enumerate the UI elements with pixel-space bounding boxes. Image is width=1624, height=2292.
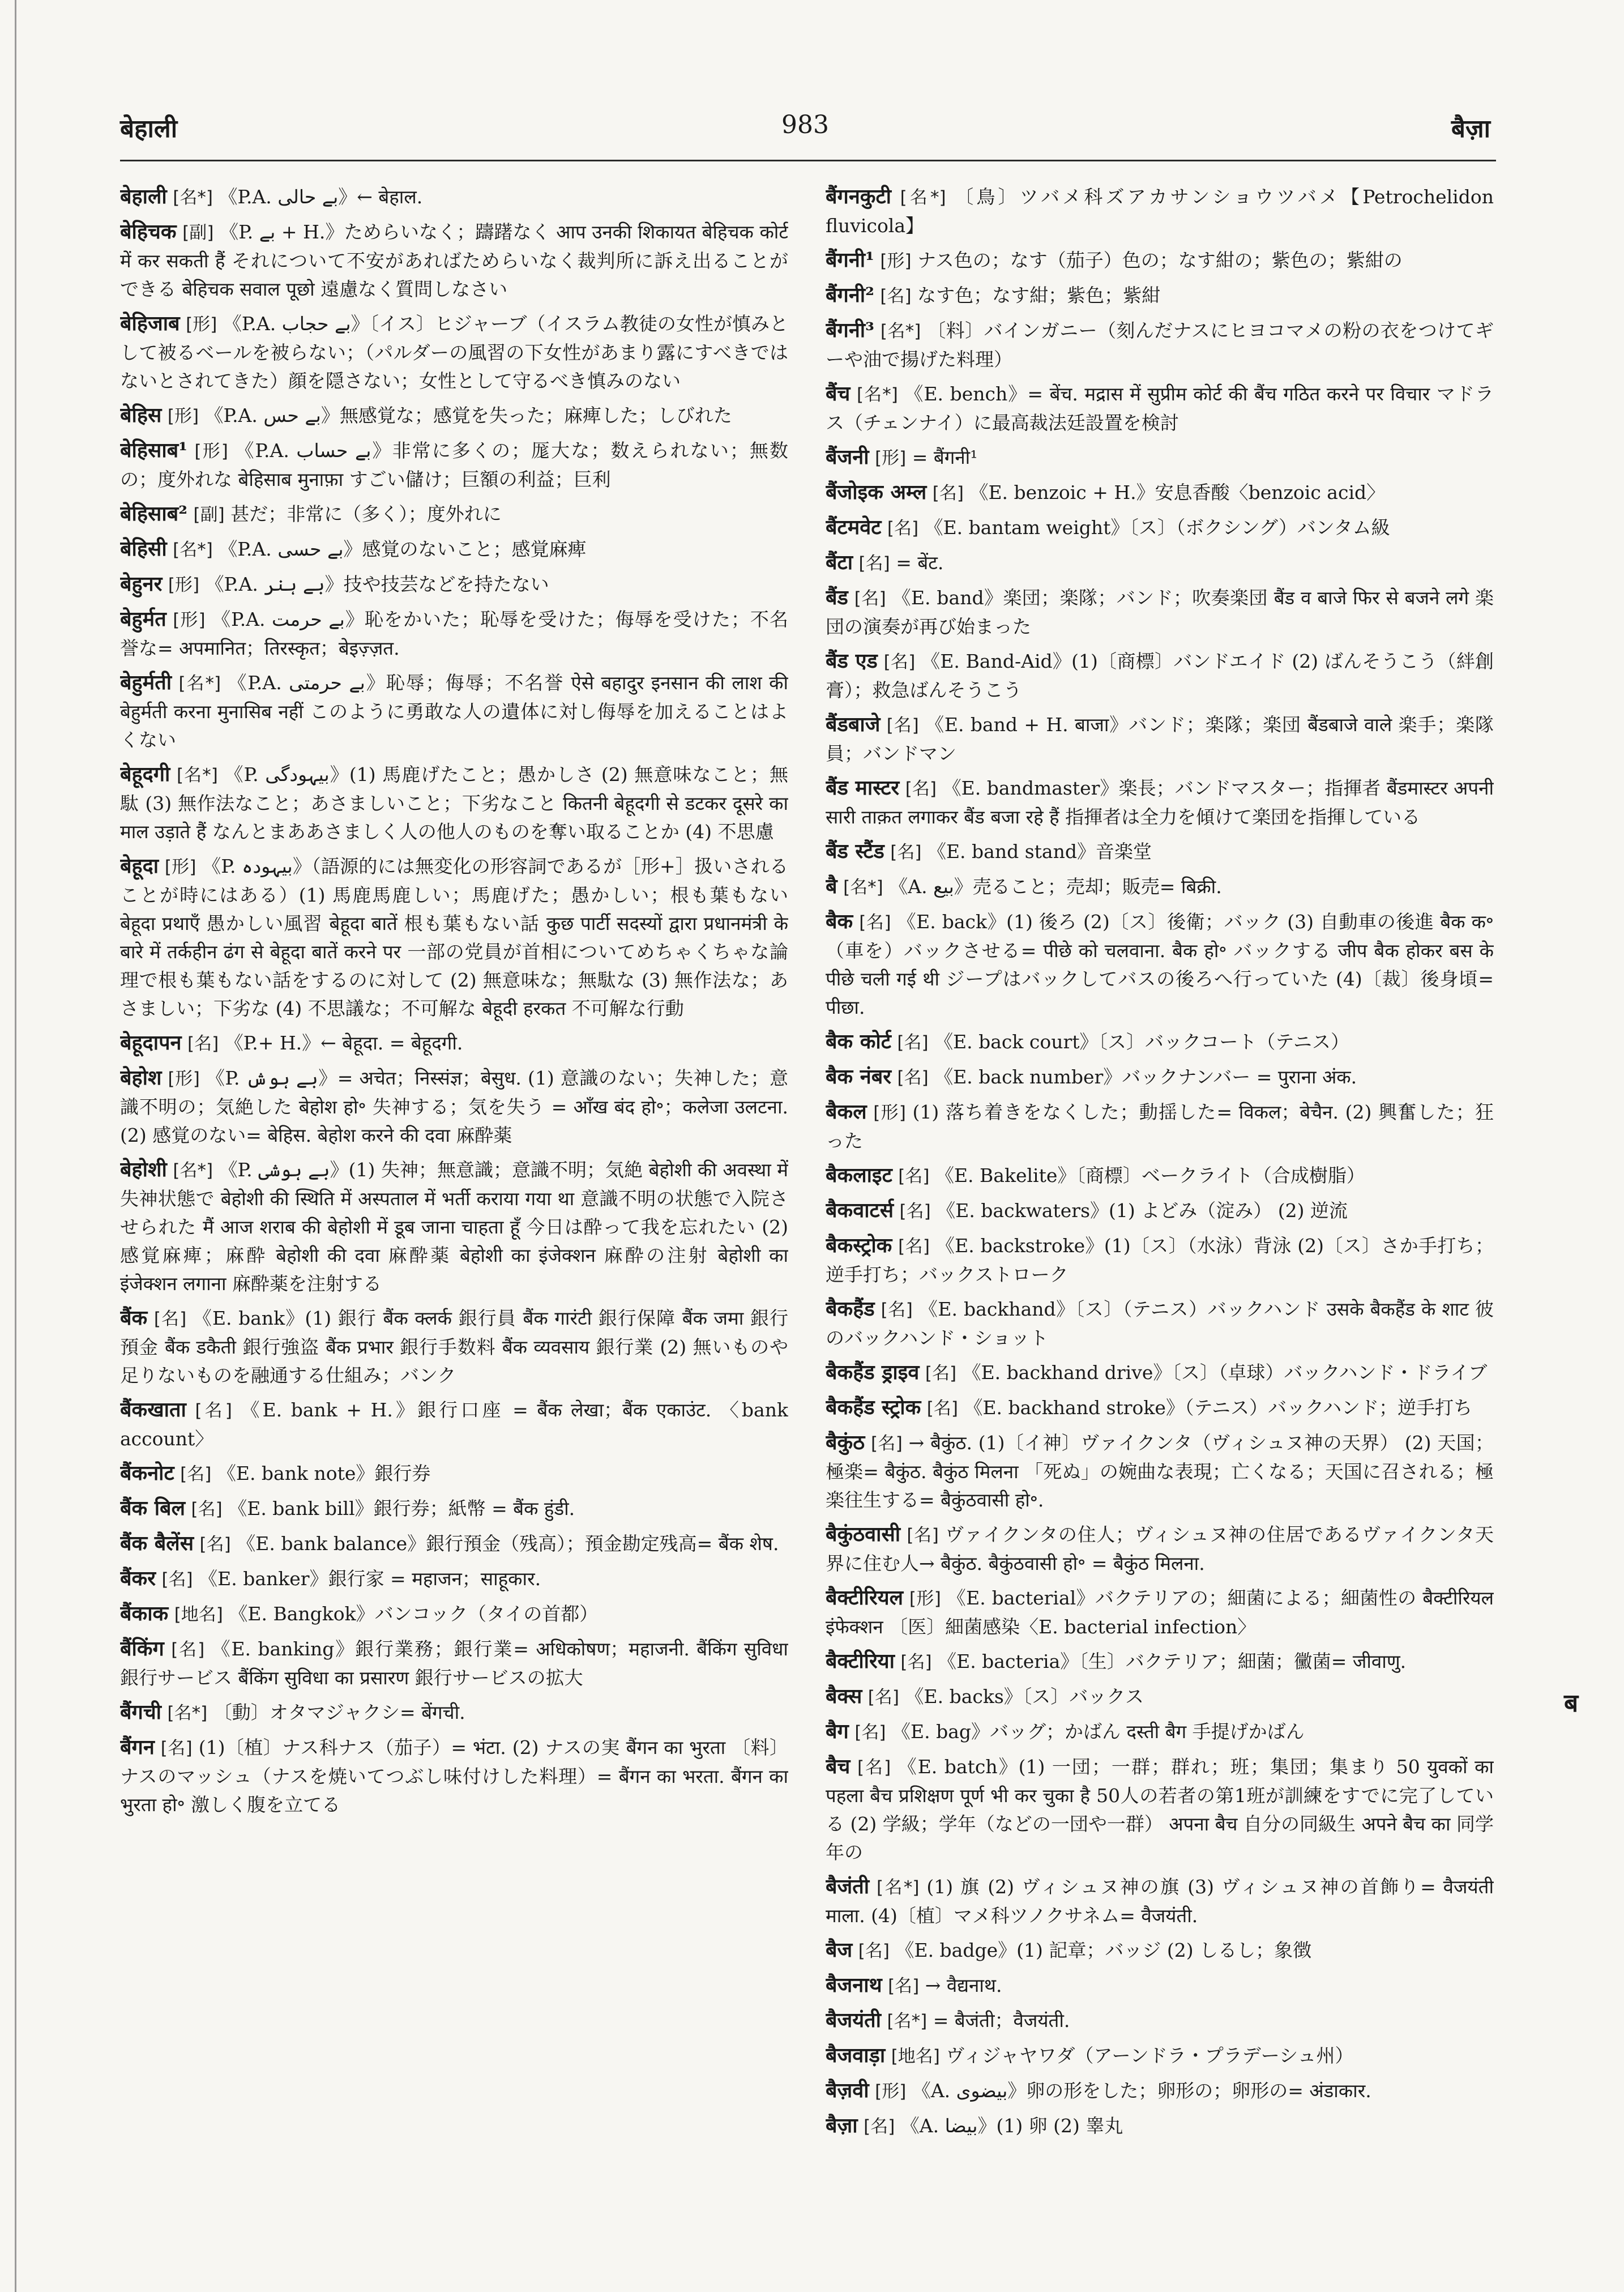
entry-grammar-label: [名] [888,1976,920,1996]
dictionary-entry [120,1304,788,1390]
entry-definition: → बैकुंठ. (1)〔イ神〕ヴァイクンタ（ヴィシュヌ神の天界） (2) 天国；極楽= बैकुंठ. बैकुंठ मिलना 「死ぬ」の婉曲な表現；亡くなる；天国に召される；極楽往生する= बैकुंठवासी हो॰. [826,1432,1494,1511]
entry-definition: 甚だ；非常に（多く）；度外れに [230,503,502,525]
entry-definition: 〔料〕バインガニー（刻んだナスにヒヨコマメの粉の衣をつけてギーや油で揚げた料理） [826,319,1494,370]
entry-grammar-label: [名*] [173,1160,213,1181]
entry-grammar-label: [形] [875,448,907,468]
entry-definition: 《E. batch》(1) 一団；一群；群れ；班；集団；集まり 50 युवकों का पहला बैच प्रशिक्षण पूर्ण भी कर चुका है 50人の若者の第1班が訓練をすでに完了している (2) 学級；学年（などの一団や一群） अपना बैच 自分の同級生 अपने बैच का 同学年の [826,1756,1494,1863]
entry-headword: बैकुंठ [826,1431,865,1454]
entry-grammar-label: [形] [875,2081,907,2102]
dictionary-entry [826,1520,1494,1578]
dictionary-entry [120,436,788,494]
entry-headword: बैंड [826,586,848,609]
entry-grammar-label: [名] [180,1464,212,1484]
entry-headword: बैक कोर्ट [826,1030,891,1053]
dictionary-entry [120,500,788,529]
dictionary-entry [826,1358,1494,1388]
dictionary-entry [826,1393,1494,1423]
entry-definition: 《E. bank note》銀行券 [217,1462,431,1484]
entry-headword: बैग [826,1719,849,1743]
entry-headword: बैंकर [120,1567,156,1590]
entry-grammar-label: [副] [193,505,225,525]
page-number: 983 [781,110,829,139]
entry-headword: बैंक [120,1306,148,1330]
entry-definition: 《P.A. بے حسی》感覚のないこと；感覚麻痺 [219,538,587,560]
entry-headword: बेहिसी [120,537,167,561]
dictionary-entry [826,2076,1494,2106]
entry-definition: 《E. bank + H.》銀行口座 = बैंक लेखा；बैंक एकाउंट. 〈bank account〉 [120,1399,788,1450]
header-rule [120,160,1496,161]
entry-headword: बैकहैंड [826,1297,875,1321]
left-column [120,182,788,2255]
entry-definition: 《E. backwaters》(1) よどみ（淀み） (2) 逆流 [937,1200,1348,1222]
entry-grammar-label: [名] [171,1640,205,1660]
entry-grammar-label: [名*] [887,2011,928,2031]
entry-headword: बैंटमवेट [826,515,882,539]
entry-definition: ヴァイクンタの住人；ヴィシュヌ神の住居であるヴァイクンタ天界に住む人→ बैकुंठ. बैकुंठवासी हो॰ = बैकुंठ मिलना. [826,1523,1494,1574]
entry-headword: बैंटा [826,550,853,574]
entry-grammar-label: [名] [890,842,922,863]
dictionary-entry [120,309,788,395]
entry-headword: बैकल [826,1100,867,1124]
dictionary-entry [120,1698,788,1727]
dictionary-entry [120,1733,788,1819]
dictionary-entry [826,548,1494,578]
dictionary-entry [826,710,1494,768]
entry-definition: 《E. backstroke》(1)〔ス〕（水泳）背泳 (2)〔ス〕さか手打ち；逆手打ち；バックストローク [826,1235,1494,1286]
dictionary-entry [120,605,788,663]
dictionary-entry [826,1584,1494,1641]
entry-headword: बैंगन [120,1735,155,1759]
entry-definition: → वैद्यनाथ. [925,1974,1002,1996]
entry-headword: बैज़ा [826,2114,858,2137]
dictionary-entry [826,647,1494,705]
entry-definition: 《E. backhand》〔ス〕（テニス）バックハンド उसके बैकहैंड के शाट 彼のバックハンド・ショット [826,1298,1494,1349]
entry-headword: बैजनाथ [826,1973,882,1997]
entry-grammar-label: [名] [858,553,890,574]
entry-grammar-label: [名*] [176,765,218,786]
entry-definition: 〔鳥〕ツバメ科ズアカサンショウツバメ【Petrochelidon fluvicola】 [826,186,1494,237]
entry-grammar-label: [名] [187,1034,219,1054]
entry-grammar-label: [副] [182,223,214,243]
entry-headword: बैक नंबर [826,1065,891,1089]
entry-headword: बेहुर्मत [120,607,166,631]
entry-grammar-label: [形] [186,314,217,335]
dictionary-entry [826,443,1494,472]
entry-grammar-label: [名] [926,1398,958,1419]
entry-grammar-label: [形] [909,1589,941,1609]
entry-headword: बेहोश [120,1066,162,1090]
entry-definition: ヴィジャヤワダ（アーンドラ・プラデーシュ州） [946,2045,1354,2067]
entry-grammar-label: [名] [900,1652,932,1672]
dictionary-entry [120,1395,788,1453]
entry-headword: बैंजोइक अम्ल [826,480,927,504]
dictionary-entry [826,182,1494,240]
dictionary-entry [120,1529,788,1559]
entry-grammar-label: [名] [199,1534,231,1555]
dictionary-entry [826,1231,1494,1289]
entry-headword: बैंड एड [826,649,878,673]
entry-definition: 《E. bandmaster》楽長；バンドマスター；指揮者 बैंडमास्टर अपनी सारी ताक़त लगाकर बैंड बजा रहे हैं 指揮者は全力を傾けて楽団を指揮している [826,777,1494,828]
entry-definition: 《P.A. بے حرمتی》恥辱；侮辱；不名誉 ऐसे बहादुर इनसान की लाश की बेहुर्मती करना मुनासिब नहीं このように勇敢な人の遺体に対し侮辱を加えることはよくない [120,672,788,751]
entry-headword: बैकहैंड स्ट्रोक [826,1395,921,1419]
entry-headword: बैंकाक [120,1602,169,1625]
dictionary-entry [826,1717,1494,1747]
dictionary-entry [826,837,1494,867]
entry-headword: बैंक बिल [120,1496,186,1520]
entry-definition: 《E. bacterial》バクテリアの；細菌による；細菌性の बैक्टीरियल इंफेक्शन 〔医〕細菌感染〈E. bacterial infection〉 [826,1587,1494,1638]
entry-headword: बैंडबाजे [826,712,881,736]
entry-headword: बेहाली [120,185,167,208]
entry-headword: बैजयंती [826,2008,881,2032]
entry-grammar-label: [名] [160,1738,193,1759]
entry-definition: 《E. backhand drive》〔ス〕（卓球）バックハンド・ドライブ [962,1361,1488,1384]
entry-headword: बैंकिंग [120,1637,164,1661]
entry-definition: 《P.A. بے حجاب》〔イス〕ヒジャーブ（イスラム教徒の女性が慎みとして被るベールを被らない；（パルダーの風習の下女性があまり露にすべきではないとされてきた）顔を隠さない；女性として守るべき慎みのない [120,313,788,392]
entry-definition: (1) 落ち着きをなくした；動揺した= विकल；बेचैन. (2) 興奮した；狂った [826,1101,1494,1152]
entry-definition: 《P.A. بے حس》無感覚な；感覚を失った；麻痺した；しびれた [204,404,732,426]
binding-edge [15,0,16,2292]
entry-grammar-label: [地名] [891,2046,940,2067]
entry-grammar-label: [名*] [178,673,221,694]
entry-headword: बैंजनी [826,445,869,469]
dictionary-entry [120,1459,788,1488]
entry-headword: बेहोशी [120,1158,167,1181]
dictionary-entry [120,217,788,304]
entry-grammar-label: [名] [925,1363,957,1384]
entry-headword: बैंकनोट [120,1461,174,1485]
dictionary-entry [120,535,788,564]
dictionary-entry [826,246,1494,275]
entry-grammar-label: [形] [168,575,200,595]
entry-headword: बेहुनर [120,572,163,596]
entry-grammar-label: [形] [167,406,199,426]
entry-headword: बेहिजाब [120,311,180,335]
entry-grammar-label: [名] [887,518,919,539]
entry-grammar-label: [名] [897,1068,929,1088]
entry-definition: 《E. bank balance》銀行預金（残高）；預金勘定残高= बैंक शेष. [237,1533,779,1555]
entry-definition: 《E. band》楽団；楽隊；バンド；吹奏楽団 बैंड व बाजे फिर से बजने लगे 楽団の演奏が再び始まった [826,587,1494,638]
entry-grammar-label: [形] [873,1103,906,1123]
entry-grammar-label: [名*] [167,1703,208,1723]
entry-definition: = बैंगनी¹ [912,446,978,468]
entry-definition: 《E. band + H. बाजा》バンド；楽隊；楽団 बैंडबाजे वाले 楽手；楽隊員；バンドマン [826,714,1494,765]
dictionary-entry [826,1062,1494,1092]
entry-headword: बेहिस [120,403,162,427]
thumb-index-letter: ब [1564,1689,1579,1718]
entry-headword: बैक [826,910,853,933]
entry-definition: なす色；なす紺；紫色；紫紺 [917,284,1161,306]
entry-headword: बैच [826,1755,851,1778]
dictionary-entry [120,1064,788,1150]
entry-headword: बैज [826,1938,853,1962]
dictionary-entry [826,1971,1494,2000]
entry-headword: बै [826,874,837,898]
dictionary-entry [826,1161,1494,1190]
entry-grammar-label: [形] [168,1069,200,1089]
entry-definition: 《E. banking》銀行業務；銀行業= अधिकोषण；महाजनी. बैंकिंग सुविधा 銀行サービス बैंकिंग सुविधा का प्रसारण 銀行サービスの拡大 [120,1638,788,1689]
dictionary-entry [120,1494,788,1523]
entry-headword: बैंच [826,382,851,406]
entry-grammar-label: [名] [880,286,912,306]
dictionary-entry [826,281,1494,310]
dictionary-entry [120,1028,788,1058]
page-header [120,110,1490,150]
entry-definition: 〔動〕オタマジャクシ= बेंगची. [213,1701,465,1723]
entry-definition: 《E. benzoic + H.》安息香酸〈benzoic acid〉 [969,481,1386,503]
entry-definition: 《E. banker》銀行家 = महाजन；साहूकार. [199,1568,541,1590]
dictionary-entry [826,2041,1494,2071]
dictionary-entry [826,1682,1494,1711]
dictionary-entry [826,478,1494,507]
entry-headword: बैकस्ट्रोक [826,1234,892,1257]
dictionary-entry [120,760,788,846]
entry-definition: 《E. bantam weight》〔ス〕（ボクシング）バンタム級 [924,517,1390,539]
entry-definition: 《P. بے + H.》ためらいなく；躊躇なく आप उनकी शिकायत बेहिचक कोर्ट में कर सकती हैं それについて不安があればためらいなく裁判所に訴え出ることができる बेहिचक सवाल पूछो 遠慮なく質問しなさい [120,221,788,300]
entry-grammar-label: [名] [898,1166,930,1186]
entry-headword: बैंगनी³ [826,318,874,342]
entry-headword: बेहूदापन [120,1031,182,1055]
entry-definition: 《E. band stand》音楽堂 [927,840,1152,863]
entry-definition: 《E. back number》バックナンバー = पुराना अंक. [934,1066,1357,1088]
entry-grammar-label: [名] [932,483,964,503]
dictionary-entry [120,1599,788,1629]
entry-grammar-label: [名*] [880,321,921,342]
entry-definition: 《E. Bangkok》バンコック（タイの首都） [229,1603,599,1625]
entry-grammar-label: [名] [905,779,937,799]
entry-definition: = बैजंती；वैजयंती. [933,2009,1070,2031]
entry-headword: बेहूदा [120,854,159,878]
entry-grammar-label: [形] [194,441,228,462]
entry-definition: 《E. bench》= बेंच. मद्रास में सुप्रीम कोर्ट की बैंच गठित करने पर विचार マドラス（チェンナイ）に最高裁法廷設置を検討 [826,383,1494,434]
entry-headword: बैंगनकुटी [826,185,891,208]
entry-definition: 《E. back court》〔ス〕バックコート（テニス） [934,1031,1350,1053]
dictionary-entry [826,2111,1494,2141]
entry-grammar-label: [名*] [856,385,898,405]
entry-headword: बेहिसाब² [120,502,187,526]
entry-definition: (1) 旗 (2) ヴィシュヌ神の旗 (3) ヴィシュヌ神の首飾り= वैजयंती माला. (4)〔植〕マメ科ツノクサネム= वैजयंती. [826,1876,1494,1927]
entry-grammar-label: [名*] [173,187,213,208]
dictionary-entry [826,2006,1494,2035]
entry-headword: बैक्स [826,1684,862,1708]
entry-headword: बैकहैंड ड्राइव [826,1360,920,1384]
entry-definition: 《E. back》(1) 後ろ (2)〔ス〕後衛；バック (3) 自動車の後進 बैक क॰（車を）バックさせる= पीछे को चलवाना. बैक हो॰ バックする जीप बैक होकर बस के पीछे चली गई थी ジープはバックしてバスの後ろへ行っていた (4)〔裁〕後身頃= पीछा. [826,911,1494,1018]
dictionary-entry [826,1872,1494,1930]
entry-grammar-label: [名] [897,1032,929,1053]
entry-grammar-label: [名] [854,1722,886,1743]
entry-headword: बेहुर्मती [120,671,172,694]
entry-headword: बैंगनी¹ [826,248,874,272]
entry-grammar-label: [形] [164,857,196,877]
header-last-word: बैज़ा [1451,114,1490,143]
entry-definition: 《E. bag》バッグ；かばん दस्ती बैग 手提げかばん [892,1721,1305,1743]
entry-headword: बैक्टीरियल [826,1586,903,1610]
dictionary-entry [826,379,1494,437]
entry-definition: 《E. Band-Aid》(1)〔商標〕バンドエイド (2) ばんそうこう（絆創膏）；救急ばんそうこう [826,650,1494,701]
entry-definition: 《P. بیہودگی》(1) 馬鹿げたこと；愚かしさ (2) 無意味なこと；無駄 (3) 無作法なこと；あさましいこと；下劣なこと कितनी बेहूदगी से डटकर दूसरे का माल उड़ाते हैं なんとまああさましく人の他人のものを奪い取ることか (4) 不思慮 [120,763,788,843]
entry-grammar-label: [名] [898,1236,930,1257]
entry-definition: 《P.A. بے حالی》← बेहाल. [219,186,423,208]
entry-headword: बेहिसाब¹ [120,438,187,462]
dictionary-entry [826,583,1494,641]
entry-headword: बेहूदगी [120,762,170,786]
entry-headword: बेहिचक [120,220,177,244]
entry-grammar-label: [地名] [174,1604,223,1625]
entry-headword: बैंड मास्टर [826,776,900,800]
entry-grammar-label: [名] [854,588,886,609]
entry-definition: 《P.A. بے ہنر》技や技芸などを持たない [205,573,549,595]
entry-grammar-label: [名] [881,1300,913,1320]
dictionary-entry [120,1634,788,1692]
dictionary-entry [826,1936,1494,1965]
entry-grammar-label: [名*] [843,877,883,898]
entry-definition: 《E. bank bill》銀行券；紙幣 = बैंक हुंडी. [228,1497,575,1520]
entry-headword: बैजवाड़ा [826,2043,886,2067]
dictionary-entry [120,1155,788,1298]
dictionary-entry [826,1196,1494,1226]
entry-grammar-label: [名] [859,912,891,933]
entry-definition: 《P. بے ہوش》= अचेत；निस्संज्ञ；बेसुध. (1) 意識のない；失神した；意識不明の；気絶した बेहोश हो॰ 失神する；気を失う = आँख बंद हो॰；कलेजा उलटना. (2) 感覚のない= बेहिस. बेहोश करने की दवा 麻酔薬 [120,1067,788,1146]
entry-headword: बैंगनी² [826,283,874,307]
entry-definition: 《E. backhand stroke》（テニス）バックハンド；逆手打ち [964,1397,1473,1419]
entry-headword: बैंड स्टैंड [826,839,884,863]
entry-grammar-label: [名] [883,652,916,672]
dictionary-entry [120,852,788,1023]
entry-definition: 《A. بیضا》(1) 卵 (2) 睾丸 [900,2115,1123,2137]
entry-definition: 《E. badge》(1) 記章；バッジ (2) しるし；象徴 [895,1939,1312,1961]
entry-grammar-label: [名] [867,1687,899,1708]
entry-grammar-label: [名] [857,1757,891,1778]
entry-grammar-label: [名] [864,2116,895,2137]
entry-definition: 《P.A. بے حرمت》恥をかいた；恥辱を受けた；侮辱を受けた；不名誉な= अपमानित；तिरस्कृत；बेइज़्ज़त. [120,608,788,659]
entry-grammar-label: [名] [870,1433,903,1454]
entry-grammar-label: [名] [153,1309,187,1329]
entry-grammar-label: [名] [907,1525,939,1546]
header-first-word: बेहाली [120,114,178,143]
entry-headword: बैजंती [826,1875,870,1898]
dictionary-entry [826,1295,1494,1352]
entry-definition: 《P.A. بے حساب》非常に多くの；厖大な；数えられない；無数の；度外れな बेहिसाब मुनाफ़ा すごい儲け；巨額の利益；巨利 [120,439,788,490]
entry-definition: 《P. بے ہوشی》(1) 失神；無意識；意識不明；気絶 बेहोशी की अवस्था में 失神状態で बेहोशी की स्थिति में अस्पताल में भर्ती कराया गया था 意識不明の状態で入院させられた मैं आज शराब की बेहोशी में डूब जाना चाहता हूँ 今日は酔って我を忘れたい (2) 感覚麻痺；麻酔 बेहोशी की दवा 麻酔薬 बेहोशी का इंजेक्शन 麻酔の注射 बेहोशी का इंजेक्शन लगाना 麻酔薬を注射する [120,1159,788,1295]
dictionary-entry [120,570,788,599]
entry-headword: बैज़वी [826,2078,869,2102]
entry-grammar-label: [名] [858,1941,890,1961]
entry-grammar-label: [形] [173,610,206,630]
entry-grammar-label: [名*] [173,540,213,560]
dictionary-entry [826,316,1494,374]
entry-definition: ナス色の；なす（茄子）色の；なす紺の；紫色の；紫紺の [917,249,1403,271]
entry-definition: = बेंट. [896,552,944,574]
entry-definition: 《P.+ H.》← बेहूदा. = बेहूदगी. [224,1032,463,1054]
dictionary-entry [826,1098,1494,1155]
entry-definition: 《P. بیہودہ》（語源的には無変化の形容詞であるが［形+］扱いされることが時にはある）(1) 馬鹿馬鹿しい；馬鹿げた；愚かしい；根も葉もない बेहूदा प्रथाएँ 愚かしい風習 बेहूदा बातें 根も葉もない話 कुछ पार्टी सदस्यों द्वारा प्रधानमंत्री के बारे में तर्कहीन ढंग से बेहूदा बातें करने पर 一部の党員が首相についてめちゃくちゃな論理で根も葉もない話をするのに対して (2) 無意味な；無駄な (3) 無作法な；あさましい；下劣な (4) 不思議な；不可解な बेहूदी हरकत 不可解な行動 [120,855,788,1019]
entry-grammar-label: [名] [191,1499,223,1520]
entry-headword: बैंक बैलेंस [120,1531,194,1555]
entry-grammar-label: [名] [195,1401,232,1421]
entry-headword: बैंगची [120,1700,162,1724]
entry-definition: 《E. bacteria》〔生〕バクテリア；細菌；黴菌= जीवाणु. [938,1650,1407,1672]
dictionary-entry [826,513,1494,543]
dictionary-entry [826,1428,1494,1514]
dictionary-entry [826,1027,1494,1057]
entry-grammar-label: [名] [899,1201,931,1222]
dictionary-entry [826,1647,1494,1676]
dictionary-entry [826,907,1494,1022]
right-column [826,182,1494,2255]
dictionary-entry [120,668,788,754]
entry-definition: 《E. backs》〔ス〕バックス [905,1685,1144,1708]
entry-grammar-label: [名] [161,1569,193,1590]
entry-definition: 《E. Bakelite》〔商標〕ベークライト（合成樹脂） [935,1164,1365,1186]
dictionary-entry [120,401,788,430]
dictionary-entry [826,774,1494,831]
dictionary-entry [120,1564,788,1594]
entry-headword: बैक्टीरिया [826,1649,895,1673]
entry-definition: 《A. بیضوی》卵の形をした；卵形の；卵形の= अंडाकार. [912,2080,1371,2102]
entry-headword: बैकलाइट [826,1163,892,1187]
dictionary-entry [826,872,1494,902]
entry-definition: (1)〔植〕ナス科ナス（茄子）= भंटा. (2) ナスの実 बैंगन का भुरता 〔料〕ナスのマッシュ（ナスを焼いてつぶし味付けした料理）= बैंगन का भरता. बैंगन का भुरता हो॰ 激しく腹を立てる [120,1736,788,1816]
entry-headword: बैंकखाता [120,1398,186,1422]
entry-headword: बैकवाटर्स [826,1198,894,1222]
entry-headword: बैकुंठवासी [826,1522,901,1546]
entry-definition: 《E. bank》(1) 銀行 बैंक क्लर्क 銀行員 बैंक गारंटी 銀行保障 बैंक जमा 銀行預金 बैंक डकैती 銀行強盗 बैंक प्रभार 銀行手数料 बैंक व्यवसाय 銀行業 (2) 無いものや足りないものを融通する仕組み；バンク [120,1307,788,1386]
entry-definition: 《A. بیع》売ること；売却；販売= बिक्री. [889,876,1222,898]
dictionary-entry [120,182,788,212]
entry-grammar-label: [名] [886,715,919,736]
entry-grammar-label: [名*] [877,1877,920,1898]
entry-grammar-label: [名*] [900,187,946,208]
dictionary-entry [826,1752,1494,1867]
entry-grammar-label: [形] [880,251,912,271]
